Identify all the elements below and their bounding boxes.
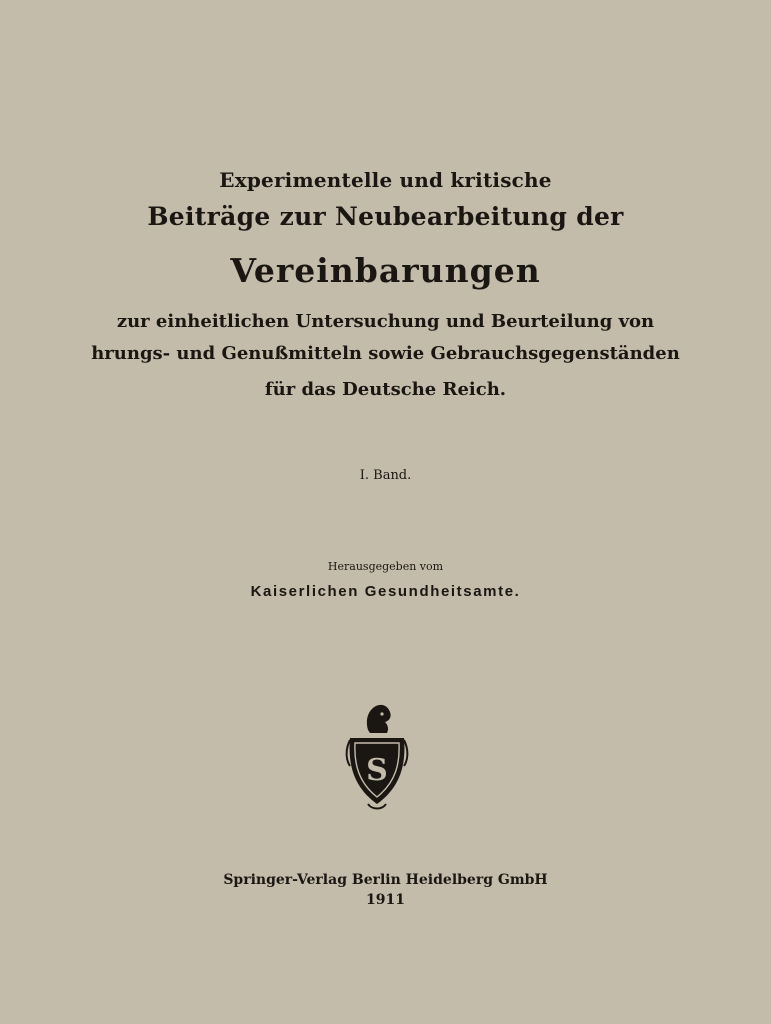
volume-label: I. Band. xyxy=(359,468,412,483)
subtitle-line-3: für das Deutsche Reich. xyxy=(264,379,507,400)
editor-prefix: Herausgegeben vom xyxy=(327,560,444,573)
publication-year: 1911 xyxy=(366,892,405,908)
title-main-word: Vereinbarungen xyxy=(230,251,541,290)
editor-name: Kaiserlichen Gesundheitsamte. xyxy=(250,583,521,600)
springer-knight-logo-icon xyxy=(344,700,410,814)
logo-letter: S xyxy=(366,753,388,788)
publisher-name: Springer-Verlag Berlin Heidelberg GmbH xyxy=(223,872,548,888)
subtitle-line-1: zur einheitlichen Untersuchung und Beurteilung von xyxy=(116,311,655,332)
title-line-2: Beiträge zur Neubearbeitung der xyxy=(147,202,624,231)
title-line-1: Experimentelle und kritische xyxy=(219,168,552,192)
subtitle-line-2: hrungs- und Genußmitteln sowie Gebrauchsgegenständen xyxy=(91,343,680,364)
